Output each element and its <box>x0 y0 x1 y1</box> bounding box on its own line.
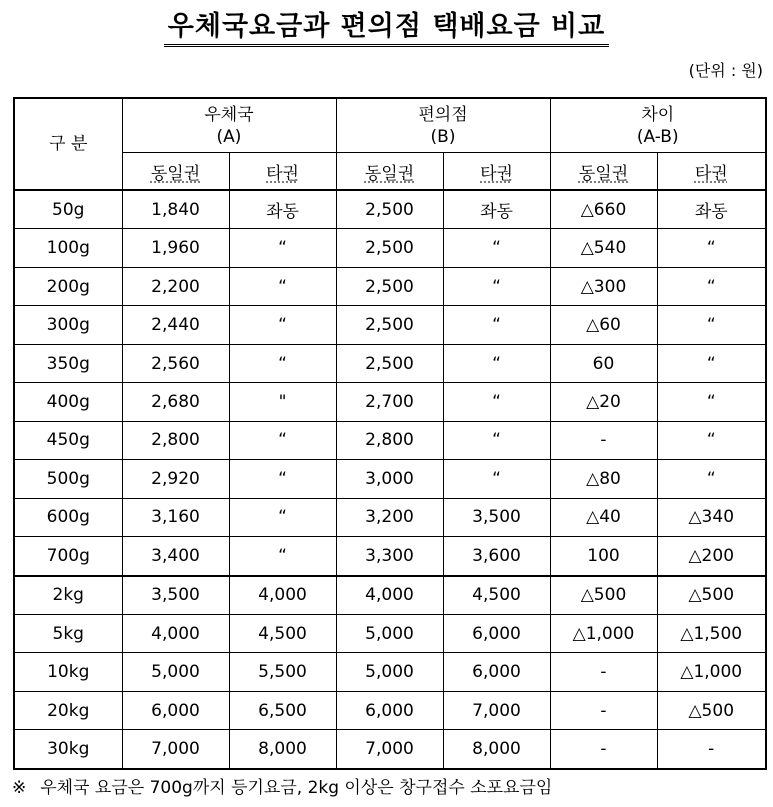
rate-cell: △1,500 <box>657 615 766 653</box>
header-sub-other-region: 타권 <box>657 153 766 191</box>
rate-cell: - <box>550 653 657 691</box>
rate-cell: 4,000 <box>229 576 336 615</box>
rate-cell: 2,500 <box>336 267 443 305</box>
table-row <box>14 190 766 229</box>
weight-cell: 30kg <box>14 730 122 769</box>
rate-cell: “ <box>229 267 336 305</box>
weight-cell: 2kg <box>14 576 122 615</box>
rate-cell: 6,000 <box>336 691 443 729</box>
rate-cell: “ <box>443 421 550 459</box>
rate-cell: 2,500 <box>336 306 443 344</box>
rate-cell: 6,000 <box>122 691 229 729</box>
weight-cell: 300g <box>14 306 122 344</box>
rate-cell: △60 <box>550 306 657 344</box>
rate-cell: “ <box>229 229 336 267</box>
rate-cell: “ <box>657 306 766 344</box>
header-sub-same-region: 동일권 <box>122 153 229 191</box>
rate-cell: 3,400 <box>122 537 229 576</box>
weight-cell: 5kg <box>14 615 122 653</box>
rate-cell: “ <box>229 460 336 498</box>
rate-cell: 4,000 <box>336 576 443 615</box>
weight-cell: 100g <box>14 229 122 267</box>
rate-cell: 2,800 <box>336 421 443 459</box>
rate-cell: △20 <box>550 383 657 421</box>
header-group-convenience-store: 편의점 (B) <box>336 98 550 153</box>
rate-cell: 6,000 <box>443 615 550 653</box>
rate-cell: 4,500 <box>229 615 336 653</box>
rate-cell: 7,000 <box>443 691 550 729</box>
rate-cell: 5,000 <box>122 653 229 691</box>
rate-cell: 1,840 <box>122 190 229 229</box>
rate-cell: 5,000 <box>336 615 443 653</box>
page-title: 우체국요금과 편의점 택배요금 비교 <box>0 4 773 43</box>
rate-cell: 2,440 <box>122 306 229 344</box>
rate-cell: “ <box>443 306 550 344</box>
table-row <box>14 229 766 267</box>
rate-cell: “ <box>443 460 550 498</box>
table-row <box>14 537 766 576</box>
footnote-text: 우체국 요금은 700g까지 등기요금, 2kg 이상은 창구접수 소포요금임 <box>40 778 553 798</box>
rate-cell: 2,920 <box>122 460 229 498</box>
rate-cell: “ <box>657 421 766 459</box>
rate-cell: - <box>550 730 657 769</box>
table-row <box>14 344 766 382</box>
rate-cell: 1,960 <box>122 229 229 267</box>
rate-cell: △500 <box>550 576 657 615</box>
rate-cell: 2,200 <box>122 267 229 305</box>
rate-cell: “ <box>229 498 336 536</box>
table-row <box>14 383 766 421</box>
table-row <box>14 653 766 691</box>
rate-cell: 4,000 <box>122 615 229 653</box>
header-sub-same-region: 동일권 <box>550 153 657 191</box>
table-row <box>14 460 766 498</box>
table-row <box>14 267 766 305</box>
rate-cell: - <box>657 730 766 769</box>
rate-cell: “ <box>229 421 336 459</box>
header-row-groups <box>14 98 766 153</box>
rate-cell: △340 <box>657 498 766 536</box>
rate-cell: “ <box>657 344 766 382</box>
rate-cell: 2,500 <box>336 344 443 382</box>
table-row <box>14 498 766 536</box>
rate-cell: 좌동 <box>657 190 766 229</box>
weight-cell: 500g <box>14 460 122 498</box>
rate-cell: △40 <box>550 498 657 536</box>
rate-cell: 8,000 <box>443 730 550 769</box>
rate-cell: △660 <box>550 190 657 229</box>
table-row <box>14 615 766 653</box>
rate-cell: △500 <box>657 576 766 615</box>
rate-cell: 2,680 <box>122 383 229 421</box>
rate-cell: 8,000 <box>229 730 336 769</box>
rate-cell: △300 <box>550 267 657 305</box>
footnote <box>12 773 552 798</box>
header-sub-other-region: 타권 <box>229 153 336 191</box>
rate-comparison-table <box>13 97 767 770</box>
header-group-post-office: 우체국 (A) <box>122 98 336 153</box>
rate-cell: 좌동 <box>229 190 336 229</box>
rate-cell: 2,560 <box>122 344 229 382</box>
weight-cell: 600g <box>14 498 122 536</box>
rate-cell: △80 <box>550 460 657 498</box>
rate-cell: 2,700 <box>336 383 443 421</box>
header-sub-same-region: 동일권 <box>336 153 443 191</box>
rate-cell: 5,500 <box>229 653 336 691</box>
table-row <box>14 306 766 344</box>
rate-cell: “ <box>443 383 550 421</box>
weight-cell: 350g <box>14 344 122 382</box>
rate-cell: 3,500 <box>443 498 550 536</box>
rate-cell: 4,500 <box>443 576 550 615</box>
table-row <box>14 730 766 769</box>
header-category: 구 분 <box>14 98 122 190</box>
weight-cell: 10kg <box>14 653 122 691</box>
rate-cell: 3,500 <box>122 576 229 615</box>
weight-cell: 20kg <box>14 691 122 729</box>
rate-cell: △500 <box>657 691 766 729</box>
rate-cell: 좌동 <box>443 190 550 229</box>
rate-cell: 2,800 <box>122 421 229 459</box>
weight-cell: 200g <box>14 267 122 305</box>
rate-cell: 6,000 <box>443 653 550 691</box>
weight-cell: 400g <box>14 383 122 421</box>
rate-cell: “ <box>229 306 336 344</box>
unit-label: (단위 : 원) <box>688 61 763 80</box>
rate-cell: “ <box>657 383 766 421</box>
rate-cell: △1,000 <box>550 615 657 653</box>
header-group-difference: 차이 (A-B) <box>550 98 766 153</box>
header-row-subcolumns <box>14 153 766 191</box>
rate-cell: 7,000 <box>122 730 229 769</box>
footnote-mark: ※ <box>12 778 27 798</box>
rate-cell: “ <box>657 267 766 305</box>
rate-cell: “ <box>657 229 766 267</box>
rate-cell: - <box>550 691 657 729</box>
weight-cell: 700g <box>14 537 122 576</box>
weight-cell: 50g <box>14 190 122 229</box>
rate-cell: “ <box>443 344 550 382</box>
weight-cell: 450g <box>14 421 122 459</box>
rate-cell: △1,000 <box>657 653 766 691</box>
table-row <box>14 421 766 459</box>
rate-cell: 6,500 <box>229 691 336 729</box>
rate-cell: “ <box>657 460 766 498</box>
rate-cell: - <box>550 421 657 459</box>
rate-cell: “ <box>229 344 336 382</box>
rate-cell: 2,500 <box>336 229 443 267</box>
rate-cell: 7,000 <box>336 730 443 769</box>
rate-cell: 2,500 <box>336 190 443 229</box>
rate-cell: “ <box>443 229 550 267</box>
header-sub-other-region: 타권 <box>443 153 550 191</box>
rate-cell: 100 <box>550 537 657 576</box>
rate-cell: 3,600 <box>443 537 550 576</box>
rate-cell: △540 <box>550 229 657 267</box>
rate-cell: “ <box>229 537 336 576</box>
rate-cell: 3,000 <box>336 460 443 498</box>
rate-cell: " <box>229 383 336 421</box>
rate-cell: 60 <box>550 344 657 382</box>
rate-cell: “ <box>443 267 550 305</box>
rate-cell: 3,300 <box>336 537 443 576</box>
rate-cell: △200 <box>657 537 766 576</box>
rate-cell: 3,200 <box>336 498 443 536</box>
table-row <box>14 576 766 615</box>
rate-cell: 5,000 <box>336 653 443 691</box>
rate-cell: 3,160 <box>122 498 229 536</box>
table-row <box>14 691 766 729</box>
